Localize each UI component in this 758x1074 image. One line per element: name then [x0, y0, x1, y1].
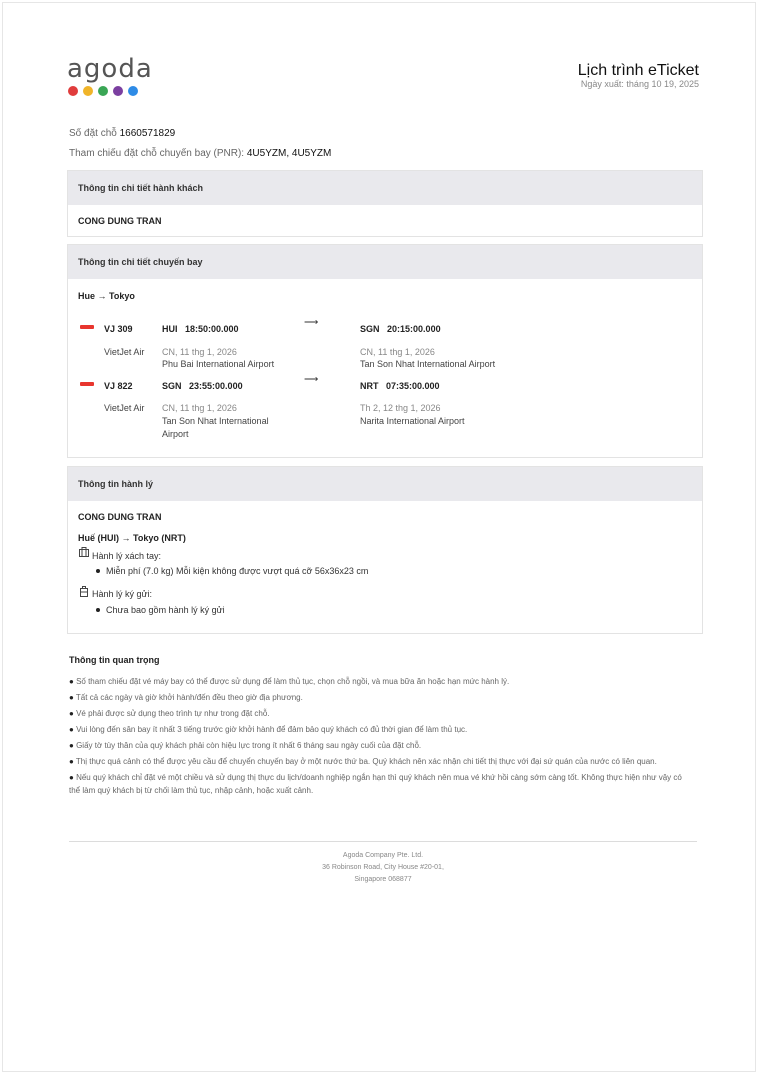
- important-item: ● Nếu quý khách chỉ đặt vé một chiều và sử dụng thị thực du lịch/doanh nghiệp ngắn hạn thì quý khách nên mua vé khứ hồi càng sớm càng tốt. Không thực hiện như vậy có thể làm quý khách bị từ chối làm thủ tục, nhập cảnh, hoặc xuất cảnh.: [69, 773, 682, 795]
- important-item-text: Nếu quý khách chỉ đặt vé một chiều và sử dụng thị thực du lịch/doanh nghiệp ngắn hạn thì quý khách nên mua vé khứ hồi càng sớm càng tốt. Không thực hiện như vậy có thể làm quý khách bị từ chối làm thủ tục, nhập cảnh, hoặc xuất cảnh.: [69, 773, 682, 795]
- segment2-arr-date: Th 2, 12 thg 1, 2026: [360, 403, 441, 413]
- baggage-section-title: Thông tin hành lý: [68, 467, 702, 501]
- segment2-flight-number: VJ 822: [104, 381, 133, 391]
- issue-date: Ngày xuất: tháng 10 19, 2025: [580, 79, 699, 89]
- checked-baggage-list: [94, 605, 225, 615]
- important-info-title: Thông tin quan trọng: [69, 655, 160, 665]
- important-item-text: Tất cả các ngày và giờ khởi hành/đến đều theo giờ địa phương.: [75, 693, 303, 702]
- segment2-dep-airport-line2: Airport: [162, 429, 189, 439]
- segment1-arr-time: 20:15:00.000: [387, 324, 441, 334]
- booking-id-row: [69, 128, 175, 139]
- passenger-section: [67, 170, 703, 237]
- booking-id-value: 1660571829: [119, 128, 176, 139]
- logo-dot-blue: [128, 86, 138, 96]
- important-item-text: Vui lòng đến sân bay ít nhất 3 tiếng trước giờ khởi hành để đảm bảo quý khách có đủ thời gian để làm thủ tục.: [76, 725, 468, 734]
- segment1-dep-date: CN, 11 thg 1, 2026: [162, 347, 237, 357]
- pnr-row: [69, 148, 331, 159]
- segment1-flight-number: VJ 309: [104, 324, 133, 334]
- checked-baggage-item: Chưa bao gồm hành lý ký gửi: [94, 605, 225, 615]
- carry-on-item: Miễn phí (7.0 kg) Mỗi kiện không được vượt quá cỡ 56x36x23 cm: [94, 566, 368, 576]
- segment2-arrival: [360, 381, 440, 391]
- segment2-airline: VietJet Air: [104, 403, 145, 413]
- baggage-section: [67, 466, 703, 634]
- segment1-dep-time: 18:50:00.000: [185, 324, 239, 334]
- vietjet-logo-icon: [80, 325, 94, 329]
- agoda-logo: [67, 56, 153, 96]
- logo-dot-red: [68, 86, 78, 96]
- segment1-dep-code: HUI: [162, 324, 178, 334]
- baggage-passenger-name: CONG DUNG TRAN: [78, 512, 162, 522]
- document-title: Lịch trình eTicket: [577, 62, 699, 79]
- segment1-arr-code: SGN: [360, 324, 380, 334]
- segment2-arr-airport: Narita International Airport: [360, 416, 465, 426]
- important-info-list: [69, 676, 689, 801]
- passenger-name: CONG DUNG TRAN: [78, 216, 162, 226]
- segment2-dep-time: 23:55:00.000: [189, 381, 243, 391]
- briefcase-icon: [79, 547, 89, 557]
- logo-dots: [68, 86, 153, 96]
- flight-section-title: Thông tin chi tiết chuyến bay: [68, 245, 702, 279]
- logo-dot-green: [98, 86, 108, 96]
- important-item: ● Giấy tờ tùy thân của quý khách phải còn hiệu lực trong ít nhất 6 tháng sau ngày cuối của đặt chỗ.: [69, 741, 422, 750]
- carry-on-label: Hành lý xách tay:: [92, 551, 162, 561]
- flight-route: Hue → Tokyo: [78, 291, 135, 301]
- logo-text: agoda: [67, 54, 153, 84]
- important-item: ● Thị thực quá cảnh có thể được yêu cầu để chuyển chuyến bay ở một nước thứ ba. Quý khách nên xác nhận chi tiết thị thực với đại sứ quán của nước có liên quan.: [69, 757, 657, 766]
- arrow-right-icon: ⟶: [304, 317, 319, 328]
- important-item: ● Vé phải được sử dụng theo trình tự như trong đặt chỗ.: [69, 709, 270, 718]
- important-item-text: Vé phải được sử dụng theo trình tự như trong đặt chỗ.: [76, 709, 270, 718]
- flight-section: [67, 244, 703, 458]
- segment1-airline: VietJet Air: [104, 347, 145, 357]
- footer-divider: [69, 841, 697, 842]
- passenger-section-title: Thông tin chi tiết hành khách: [68, 171, 702, 205]
- segment2-departure: [162, 381, 243, 391]
- important-item: ● Tất cả các ngày và giờ khởi hành/đến đều theo giờ địa phương.: [69, 693, 303, 702]
- important-item: ● Số tham chiếu đặt vé máy bay có thể được sử dụng để làm thủ tục, chọn chỗ ngồi, và mua bữa ăn hoặc hạn mức hành lý.: [69, 677, 510, 686]
- luggage-icon: [80, 586, 88, 597]
- segment1-arrival: [360, 324, 441, 334]
- important-item-text: Thị thực quá cảnh có thể được yêu cầu để chuyển chuyến bay ở một nước thứ ba. Quý khách nên xác nhận chi tiết thị thực với đại sứ quán của nước có liên quan.: [75, 757, 657, 766]
- segment2-dep-code: SGN: [162, 381, 182, 391]
- arrow-right-icon: ⟶: [304, 374, 319, 385]
- booking-id-label: Số đặt chỗ: [69, 128, 117, 139]
- checked-baggage-label: Hành lý ký gửi:: [92, 589, 153, 599]
- segment2-dep-date: CN, 11 thg 1, 2026: [162, 403, 237, 413]
- important-item-text: Số tham chiếu đặt vé máy bay có thể được sử dụng để làm thủ tục, chọn chỗ ngồi, và mua bữa ăn hoặc hạn mức hành lý.: [76, 677, 510, 686]
- pnr-label: Tham chiếu đặt chỗ chuyến bay (PNR):: [69, 148, 245, 159]
- logo-dot-purple: [113, 86, 123, 96]
- footer-address-line1: 36 Robinson Road, City House #20-01,: [322, 864, 444, 871]
- important-item: ● Vui lòng đến sân bay ít nhất 3 tiếng trước giờ khởi hành để đảm bảo quý khách có đủ thời gian để làm thủ tục.: [69, 725, 468, 734]
- segment1-departure: [162, 324, 239, 334]
- footer-address-line2: Singapore 068877: [354, 876, 412, 883]
- segment2-arr-time: 07:35:00.000: [386, 381, 440, 391]
- footer: [69, 850, 697, 886]
- segment1-arr-date: CN, 11 thg 1, 2026: [360, 347, 435, 357]
- footer-company: Agoda Company Pte. Ltd.: [342, 852, 424, 859]
- logo-dot-yellow: [83, 86, 93, 96]
- vietjet-logo-icon: [80, 382, 94, 386]
- segment1-dep-airport: Phu Bai International Airport: [162, 359, 275, 369]
- pnr-value: 4U5YZM, 4U5YZM: [246, 148, 332, 159]
- carry-on-list: [94, 566, 368, 576]
- important-item-text: Giấy tờ tùy thân của quý khách phải còn hiệu lực trong ít nhất 6 tháng sau ngày cuối của đặt chỗ.: [76, 741, 422, 750]
- baggage-route: Huế (HUI) → Tokyo (NRT): [78, 533, 186, 543]
- segment2-arr-code: NRT: [360, 381, 379, 391]
- segment1-arr-airport: Tan Son Nhat International Airport: [360, 359, 496, 369]
- segment2-dep-airport-line1: Tan Son Nhat International: [162, 416, 269, 426]
